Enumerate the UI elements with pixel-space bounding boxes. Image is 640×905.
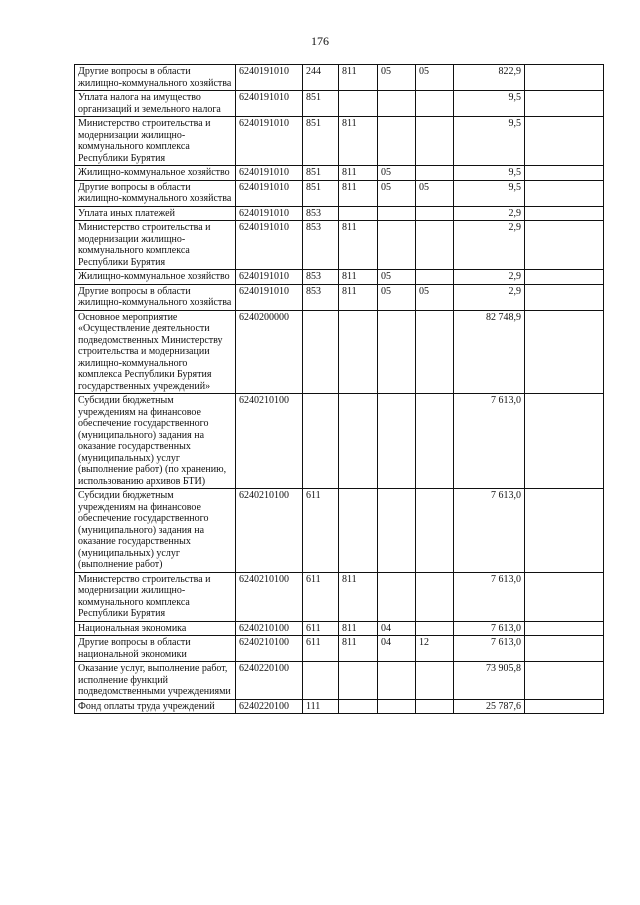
row-name: Оказание услуг, выполнение работ, исполнение функций подведомственными учреждениями <box>75 662 236 700</box>
row-subsection-code: 12 <box>416 636 454 662</box>
row-target-article-code: 6240191010 <box>236 117 303 166</box>
table-row <box>75 166 604 181</box>
table-row <box>75 91 604 117</box>
table-row <box>75 270 604 285</box>
row-target-article-code: 6240191010 <box>236 91 303 117</box>
row-subsection-code <box>416 166 454 181</box>
row-name: Жилищно-коммунальное хозяйство <box>75 270 236 285</box>
row-ministry-code: 811 <box>339 221 378 270</box>
row-expense-type-code: 851 <box>303 166 339 181</box>
row-name: Субсидии бюджетным учреждениям на финансовое обеспечение государственного (муниципального) задания на оказание государственных (муниципальных) услуг (выполнение работ) (по хранению, использованию архивов БТИ) <box>75 394 236 489</box>
row-expense-type-code: 611 <box>303 489 339 573</box>
row-ministry-code <box>339 662 378 700</box>
table-row <box>75 221 604 270</box>
row-section-code: 05 <box>378 65 416 91</box>
row-ministry-code: 811 <box>339 65 378 91</box>
row-target-article-code: 6240191010 <box>236 65 303 91</box>
row-subsection-code <box>416 206 454 221</box>
row-subsection-code <box>416 572 454 621</box>
row-extra-cell <box>525 621 604 636</box>
row-ministry-code <box>339 489 378 573</box>
row-name: Национальная экономика <box>75 621 236 636</box>
row-expense-type-code: 851 <box>303 91 339 117</box>
row-name: Уплата иных платежей <box>75 206 236 221</box>
row-amount: 7 613,0 <box>454 394 525 489</box>
row-subsection-code <box>416 91 454 117</box>
row-section-code <box>378 221 416 270</box>
table-row <box>75 636 604 662</box>
row-section-code: 05 <box>378 180 416 206</box>
table-row <box>75 206 604 221</box>
table-row <box>75 662 604 700</box>
row-subsection-code <box>416 270 454 285</box>
row-target-article-code: 6240210100 <box>236 394 303 489</box>
row-amount: 82 748,9 <box>454 310 525 394</box>
row-extra-cell <box>525 65 604 91</box>
row-subsection-code <box>416 489 454 573</box>
row-amount: 73 905,8 <box>454 662 525 700</box>
row-target-article-code: 6240191010 <box>236 284 303 310</box>
table-row <box>75 284 604 310</box>
row-expense-type-code: 244 <box>303 65 339 91</box>
row-subsection-code <box>416 310 454 394</box>
row-extra-cell <box>525 699 604 714</box>
row-subsection-code <box>416 221 454 270</box>
row-name: Министерство строительства и модернизации жилищно-коммунального комплекса Республики Бурятия <box>75 221 236 270</box>
row-amount: 7 613,0 <box>454 572 525 621</box>
row-amount: 2,9 <box>454 284 525 310</box>
row-target-article-code: 6240210100 <box>236 621 303 636</box>
row-expense-type-code: 611 <box>303 572 339 621</box>
row-expense-type-code: 851 <box>303 180 339 206</box>
row-expense-type-code: 853 <box>303 206 339 221</box>
row-name: Министерство строительства и модернизации жилищно-коммунального комплекса Республики Бурятия <box>75 572 236 621</box>
table-row <box>75 117 604 166</box>
row-section-code: 05 <box>378 166 416 181</box>
row-amount: 2,9 <box>454 270 525 285</box>
row-amount: 9,5 <box>454 180 525 206</box>
row-section-code <box>378 394 416 489</box>
table-row <box>75 180 604 206</box>
row-section-code <box>378 662 416 700</box>
row-expense-type-code <box>303 394 339 489</box>
row-expense-type-code: 611 <box>303 621 339 636</box>
row-name: Субсидии бюджетным учреждениям на финансовое обеспечение государственного (муниципального) задания на оказание государственных (муниципальных) услуг (выполнение работ) <box>75 489 236 573</box>
row-target-article-code: 6240210100 <box>236 572 303 621</box>
row-extra-cell <box>525 166 604 181</box>
row-name: Другие вопросы в области национальной экономики <box>75 636 236 662</box>
row-section-code <box>378 117 416 166</box>
row-expense-type-code: 111 <box>303 699 339 714</box>
row-section-code <box>378 572 416 621</box>
row-target-article-code: 6240200000 <box>236 310 303 394</box>
row-expense-type-code: 851 <box>303 117 339 166</box>
row-target-article-code: 6240210100 <box>236 489 303 573</box>
row-ministry-code: 811 <box>339 166 378 181</box>
page-number: 176 <box>311 34 329 48</box>
row-ministry-code <box>339 394 378 489</box>
row-target-article-code: 6240191010 <box>236 180 303 206</box>
table-row <box>75 489 604 573</box>
row-name: Другие вопросы в области жилищно-коммунального хозяйства <box>75 284 236 310</box>
row-expense-type-code <box>303 310 339 394</box>
row-expense-type-code: 611 <box>303 636 339 662</box>
row-extra-cell <box>525 270 604 285</box>
row-subsection-code <box>416 117 454 166</box>
row-target-article-code: 6240210100 <box>236 636 303 662</box>
row-target-article-code: 6240191010 <box>236 270 303 285</box>
row-amount: 9,5 <box>454 91 525 117</box>
row-section-code <box>378 206 416 221</box>
row-ministry-code: 811 <box>339 636 378 662</box>
row-name: Другие вопросы в области жилищно-коммунального хозяйства <box>75 65 236 91</box>
row-amount: 2,9 <box>454 221 525 270</box>
row-target-article-code: 6240220100 <box>236 699 303 714</box>
table-row <box>75 699 604 714</box>
row-name: Уплата налога на имущество организаций и земельного налога <box>75 91 236 117</box>
row-extra-cell <box>525 572 604 621</box>
row-ministry-code <box>339 310 378 394</box>
row-extra-cell <box>525 91 604 117</box>
row-expense-type-code: 853 <box>303 270 339 285</box>
row-amount: 7 613,0 <box>454 636 525 662</box>
row-amount: 822,9 <box>454 65 525 91</box>
row-extra-cell <box>525 662 604 700</box>
row-amount: 9,5 <box>454 117 525 166</box>
table-row <box>75 65 604 91</box>
row-ministry-code <box>339 699 378 714</box>
row-expense-type-code: 853 <box>303 221 339 270</box>
row-subsection-code: 05 <box>416 180 454 206</box>
row-amount: 25 787,6 <box>454 699 525 714</box>
row-section-code: 05 <box>378 284 416 310</box>
row-name: Жилищно-коммунальное хозяйство <box>75 166 236 181</box>
row-extra-cell <box>525 394 604 489</box>
row-ministry-code: 811 <box>339 621 378 636</box>
row-extra-cell <box>525 310 604 394</box>
row-target-article-code: 6240191010 <box>236 221 303 270</box>
row-section-code <box>378 310 416 394</box>
row-subsection-code: 05 <box>416 65 454 91</box>
row-extra-cell <box>525 489 604 573</box>
row-ministry-code <box>339 91 378 117</box>
row-section-code: 04 <box>378 621 416 636</box>
row-section-code <box>378 489 416 573</box>
row-subsection-code <box>416 662 454 700</box>
row-ministry-code: 811 <box>339 270 378 285</box>
row-expense-type-code: 853 <box>303 284 339 310</box>
row-ministry-code: 811 <box>339 180 378 206</box>
row-extra-cell <box>525 284 604 310</box>
row-expense-type-code <box>303 662 339 700</box>
budget-table-body <box>75 65 604 714</box>
row-name: Другие вопросы в области жилищно-коммунального хозяйства <box>75 180 236 206</box>
row-target-article-code: 6240220100 <box>236 662 303 700</box>
row-name: Министерство строительства и модернизации жилищно-коммунального комплекса Республики Бурятия <box>75 117 236 166</box>
table-row <box>75 310 604 394</box>
row-subsection-code <box>416 394 454 489</box>
row-amount: 9,5 <box>454 166 525 181</box>
row-section-code <box>378 91 416 117</box>
row-target-article-code: 6240191010 <box>236 166 303 181</box>
table-row <box>75 621 604 636</box>
row-extra-cell <box>525 221 604 270</box>
row-extra-cell <box>525 180 604 206</box>
budget-table <box>74 64 604 714</box>
row-section-code: 04 <box>378 636 416 662</box>
row-subsection-code <box>416 699 454 714</box>
row-section-code <box>378 699 416 714</box>
row-extra-cell <box>525 206 604 221</box>
row-ministry-code <box>339 206 378 221</box>
row-subsection-code: 05 <box>416 284 454 310</box>
row-amount: 7 613,0 <box>454 621 525 636</box>
row-ministry-code: 811 <box>339 117 378 166</box>
row-target-article-code: 6240191010 <box>236 206 303 221</box>
row-section-code: 05 <box>378 270 416 285</box>
table-row <box>75 572 604 621</box>
row-amount: 7 613,0 <box>454 489 525 573</box>
row-extra-cell <box>525 636 604 662</box>
row-extra-cell <box>525 117 604 166</box>
row-name: Основное мероприятие «Осуществление деятельности подведомственных Министерству строительства и модернизации жилищно-коммунального комплекса Республики Бурятия государственных учреждений» <box>75 310 236 394</box>
row-amount: 2,9 <box>454 206 525 221</box>
row-subsection-code <box>416 621 454 636</box>
table-row <box>75 394 604 489</box>
row-ministry-code: 811 <box>339 284 378 310</box>
row-ministry-code: 811 <box>339 572 378 621</box>
row-name: Фонд оплаты труда учреждений <box>75 699 236 714</box>
